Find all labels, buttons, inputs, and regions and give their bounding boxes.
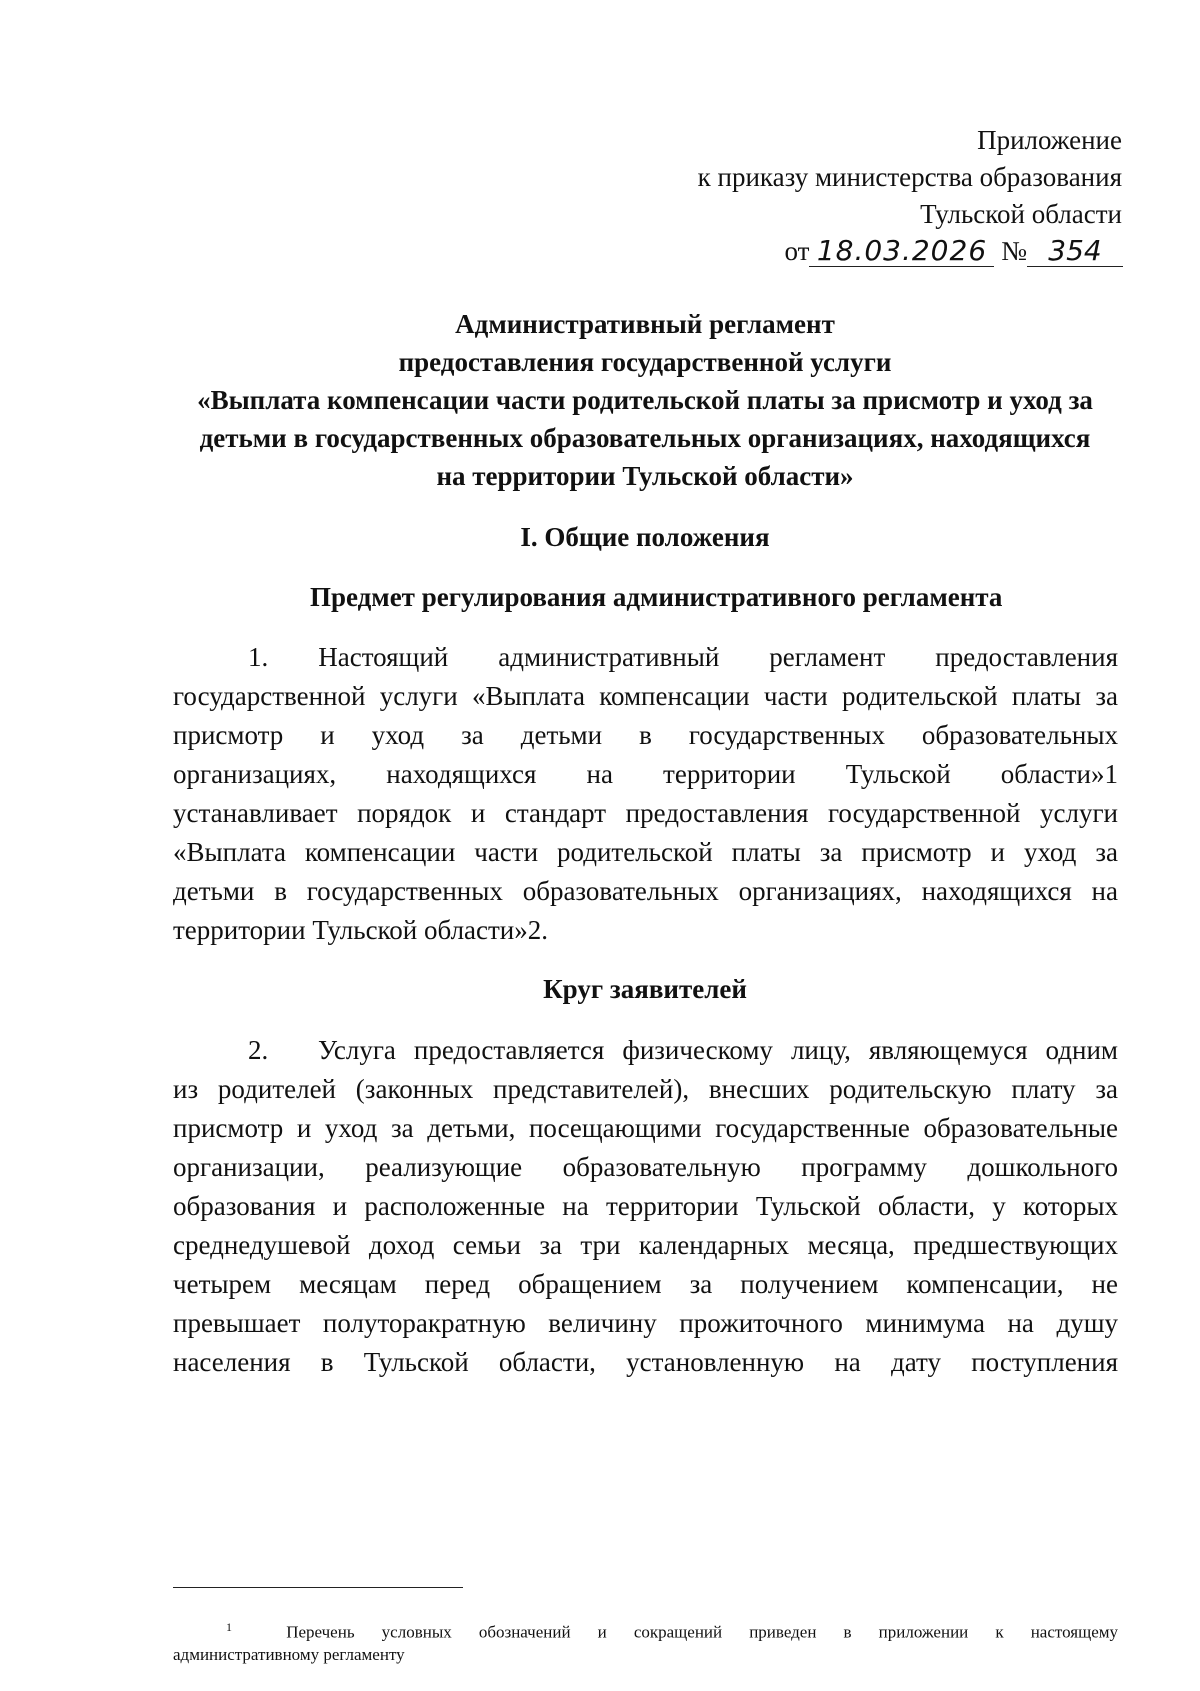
header-order: к приказу министерства образования — [697, 162, 1122, 192]
para1-line-8: территории Тульской области»2. — [173, 915, 549, 945]
para2-line-9: населения в Тульской области, установленную на дату поступления — [173, 1347, 1118, 1377]
para2-line-7: четырем месяцам перед обращением за получением компенсации, не — [173, 1269, 1118, 1299]
para2-line-6: среднедушевой доход семьи за три календарных месяца, предшествующих — [173, 1230, 1118, 1260]
title-line-4: детьми в государственных образовательных организациях, находящихся — [199, 423, 1091, 453]
title-line-1: Административный регламент — [455, 309, 835, 339]
section-heading: I. Общие положения — [520, 522, 770, 552]
para1-line-5: устанавливает порядок и стандарт предоставления государственной услуги — [173, 798, 1118, 828]
number-value: 354 — [1027, 236, 1123, 267]
para1-line-7: детьми в государственных образовательных организациях, находящихся на — [173, 876, 1118, 906]
header-appendix: Приложение — [977, 125, 1122, 155]
para2-line-1: Услуга предоставляется физическому лицу, являющемуся одним — [318, 1035, 1118, 1065]
subsection-heading: Предмет регулирования административного регламента — [310, 582, 1003, 612]
applicants-heading: Круг заявителей — [543, 974, 747, 1004]
date-value: 18.03.2026 — [809, 236, 994, 267]
para1-line-3: присмотр и уход за детьми в государственных образовательных — [173, 720, 1118, 750]
para2-line-5: образования и расположенные на территории Тульской области, у которых — [173, 1191, 1118, 1221]
title-line-2: предоставления государственной услуги — [398, 347, 892, 377]
para2-line-2: из родителей (законных представителей), внесших родительскую плату за — [173, 1074, 1118, 1104]
date-prefix: от — [784, 236, 810, 266]
para1-line-4: организациях, находящихся на территории Тульской области»1 — [173, 759, 1118, 789]
para2-number: 2. — [248, 1035, 269, 1065]
footnote-1-text: Перечень условных обозначений и сокращений приведен в приложении к настоящему — [286, 1622, 1118, 1642]
header-region: Тульской области — [920, 199, 1122, 229]
header-dateline — [785, 234, 1123, 268]
number-prefix: № — [1001, 236, 1027, 266]
title-line-5: на территории Тульской области» — [436, 461, 854, 491]
para2-line-3: присмотр и уход за детьми, посещающими государственные образовательные — [173, 1113, 1118, 1143]
footnote-1-mark: 1 — [226, 1620, 232, 1634]
para2-line-4: организации, реализующие образовательную программу дошкольного — [173, 1152, 1118, 1182]
para1-line-2: государственной услуги «Выплата компенсации части родительской платы за — [173, 681, 1118, 711]
footnote-rule — [173, 1587, 463, 1588]
para1-line-1: 1. Настоящий административный регламент предоставления — [248, 642, 1118, 672]
footnote-1-line-2: административному регламенту — [173, 1645, 405, 1664]
title-line-3: «Выплата компенсации части родительской платы за присмотр и уход за — [197, 385, 1093, 415]
para1-line-6: «Выплата компенсации части родительской платы за присмотр и уход за — [173, 837, 1118, 867]
para2-line-8: превышает полуторакратную величину прожиточного минимума на душу — [173, 1308, 1118, 1338]
